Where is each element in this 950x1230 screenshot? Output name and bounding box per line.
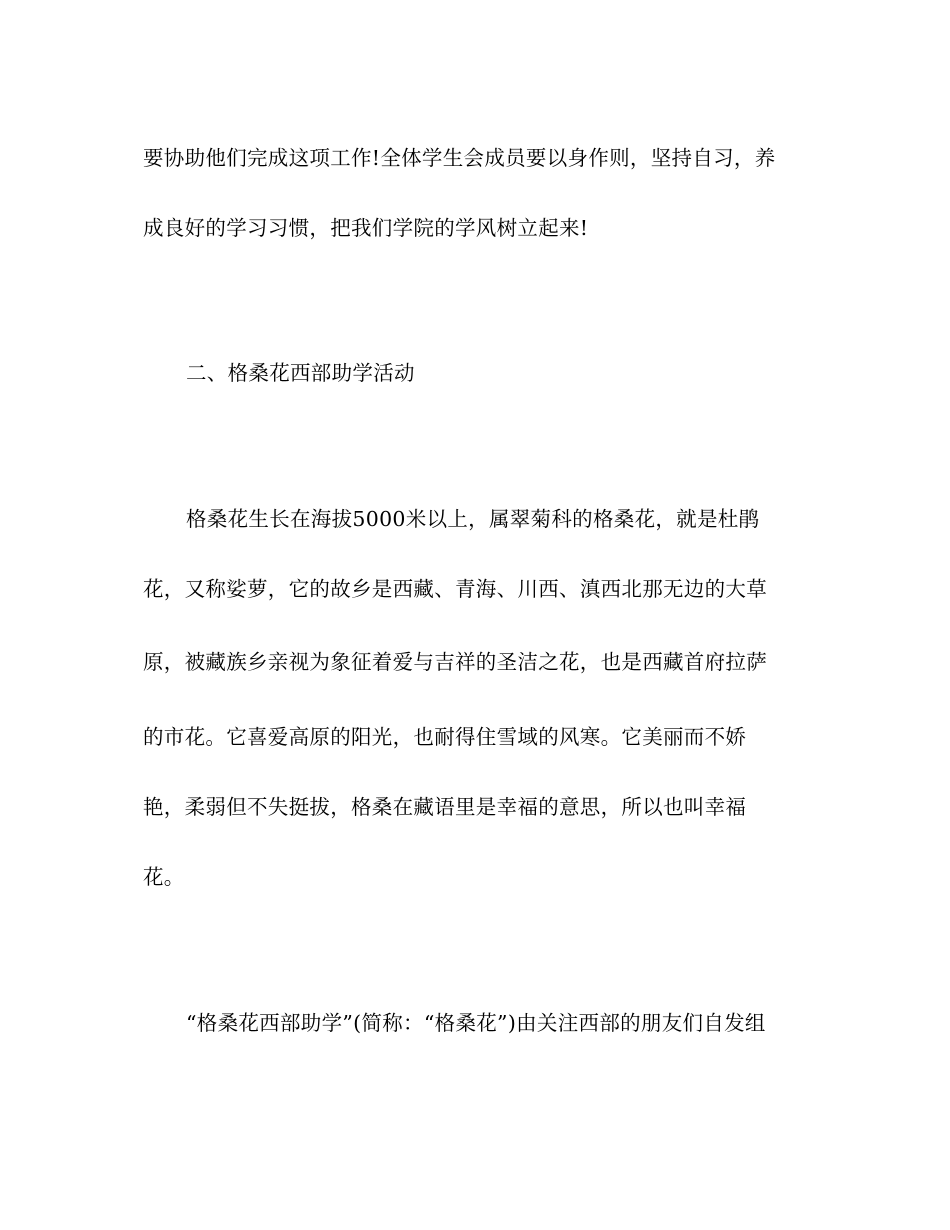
paragraph-line: 花，又称娑萝，它的故乡是西藏、青海、川西、滇西北那无边的大草 bbox=[143, 577, 767, 601]
paragraph-line: 要协助他们完成这项工作!全体学生会成员要以身作则，坚持自习，养 bbox=[143, 146, 776, 170]
paragraph-line: 原，被藏族乡亲视为象征着爱与吉祥的圣洁之花，也是西藏首府拉萨 bbox=[143, 650, 767, 674]
paragraph-line: 成良好的学习习惯，把我们学院的学风树立起来! bbox=[143, 216, 589, 240]
paragraph-line: 艳，柔弱但不失挺拔，格桑在藏语里是幸福的意思，所以也叫幸福 bbox=[143, 795, 747, 819]
section-heading: 二、格桑花西部助学活动 bbox=[186, 361, 415, 385]
paragraph-line: 的市花。它喜爱高原的阳光，也耐得住雪域的风寒。它美丽而不娇 bbox=[143, 725, 747, 749]
paragraph-line: 花。 bbox=[143, 865, 185, 889]
paragraph-line: 格桑花生长在海拔5000米以上，属翠菊科的格桑花，就是杜鹃 bbox=[186, 507, 760, 531]
paragraph-line: “格桑花西部助学”(简称：“格桑花”)由关注西部的朋友们自发组 bbox=[186, 1011, 766, 1035]
